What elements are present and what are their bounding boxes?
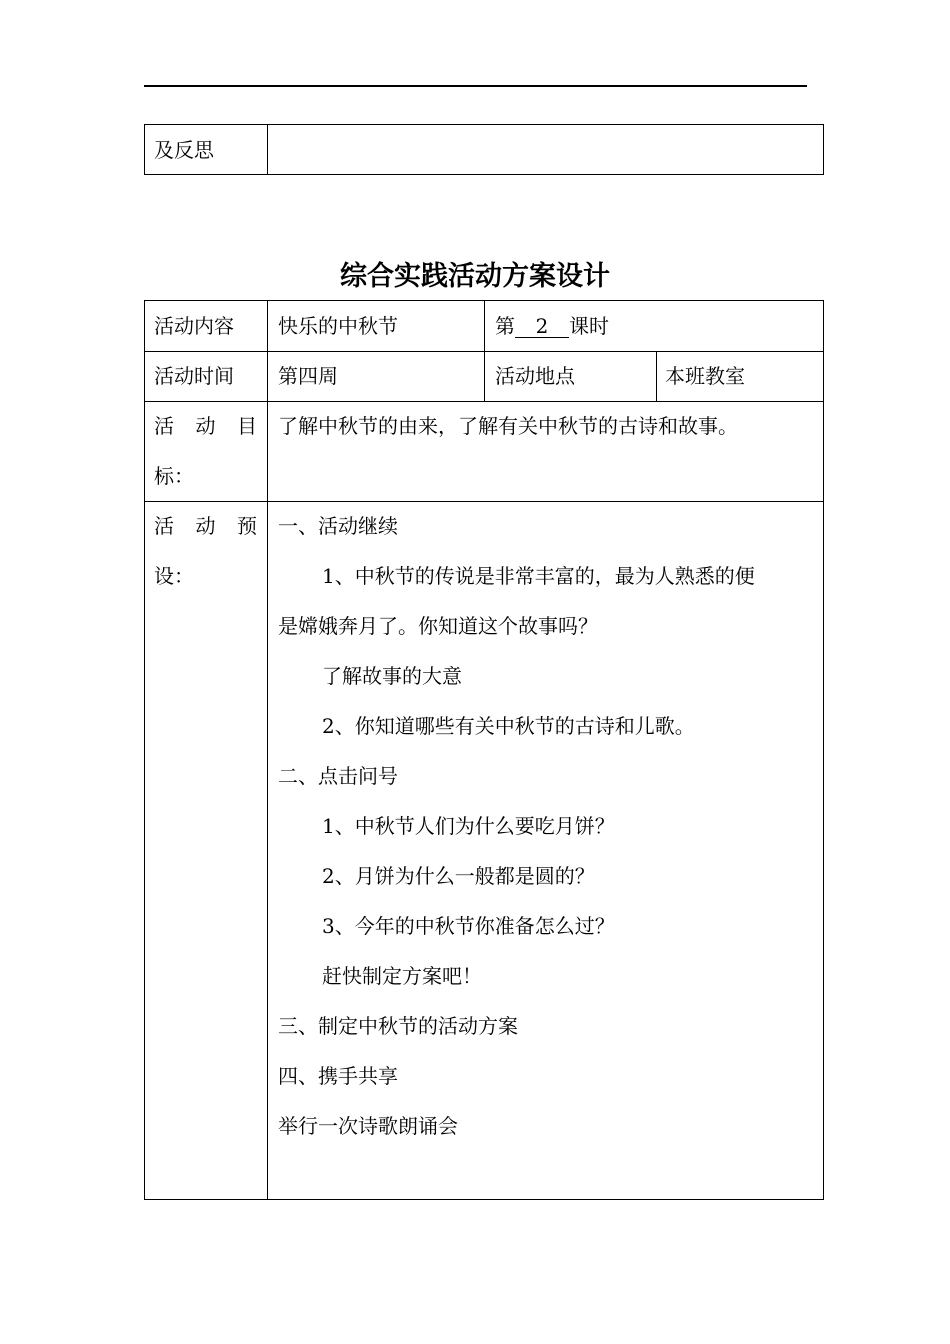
lesson-suffix: 课时 <box>569 314 609 338</box>
plan-line: 2、月饼为什么一般都是圆的？ <box>322 864 595 888</box>
reflection-label-cell <box>145 125 268 174</box>
lesson-number <box>495 301 609 351</box>
activity-goal-label-end: 标： <box>154 464 194 488</box>
lesson-number-value: 2 <box>515 315 569 338</box>
activity-goal-label <box>154 401 257 451</box>
page-title: 综合实践活动方案设计 <box>340 261 610 292</box>
activity-goal-content: 了解中秋节的由来，了解有关中秋节的古诗和故事。 <box>278 414 738 438</box>
plan-line: 是嫦娥奔月了。你知道这个故事吗？ <box>278 614 598 638</box>
activity-plan-table <box>144 300 824 1200</box>
activity-place-label: 活动地点 <box>495 364 575 388</box>
plan-line: 1、中秋节的传说是非常丰富的，最为人熟悉的便 <box>322 564 755 588</box>
activity-plan-label <box>154 501 257 551</box>
plan-line: 2、你知道哪些有关中秋节的古诗和儿歌。 <box>322 714 695 738</box>
column-divider <box>267 301 268 1199</box>
plan-line-section-2: 二、点击问号 <box>278 764 398 788</box>
reflection-label: 及反思 <box>154 138 214 162</box>
label-char: 动 <box>195 414 216 438</box>
label-char: 动 <box>195 514 216 538</box>
lesson-prefix: 第 <box>495 314 515 338</box>
plan-line: 赶快制定方案吧！ <box>322 964 482 988</box>
plan-line: 3、今年的中秋节你准备怎么过？ <box>322 914 615 938</box>
activity-plan-label-end: 设： <box>154 564 194 588</box>
plan-line: 举行一次诗歌朗诵会 <box>278 1114 458 1138</box>
header-rule <box>144 85 807 87</box>
activity-time-value: 第四周 <box>278 364 338 388</box>
plan-line: 1、中秋节人们为什么要吃月饼？ <box>322 814 615 838</box>
label-char: 目 <box>237 414 257 438</box>
activity-time-label: 活动时间 <box>154 364 234 388</box>
plan-line-section-3: 三、制定中秋节的活动方案 <box>278 1014 518 1038</box>
plan-line-section-1: 一、活动继续 <box>278 514 398 538</box>
label-char: 预 <box>237 514 257 538</box>
activity-place-value: 本班教室 <box>665 364 745 388</box>
label-char: 活 <box>154 414 174 438</box>
column-divider <box>484 301 485 401</box>
column-divider <box>656 351 657 401</box>
activity-content-value: 快乐的中秋节 <box>278 314 398 338</box>
plan-line-section-4: 四、携手共享 <box>278 1064 398 1088</box>
plan-line: 了解故事的大意 <box>322 664 462 688</box>
label-char: 活 <box>154 514 174 538</box>
activity-content-label: 活动内容 <box>154 314 234 338</box>
previous-table-fragment <box>144 124 824 175</box>
